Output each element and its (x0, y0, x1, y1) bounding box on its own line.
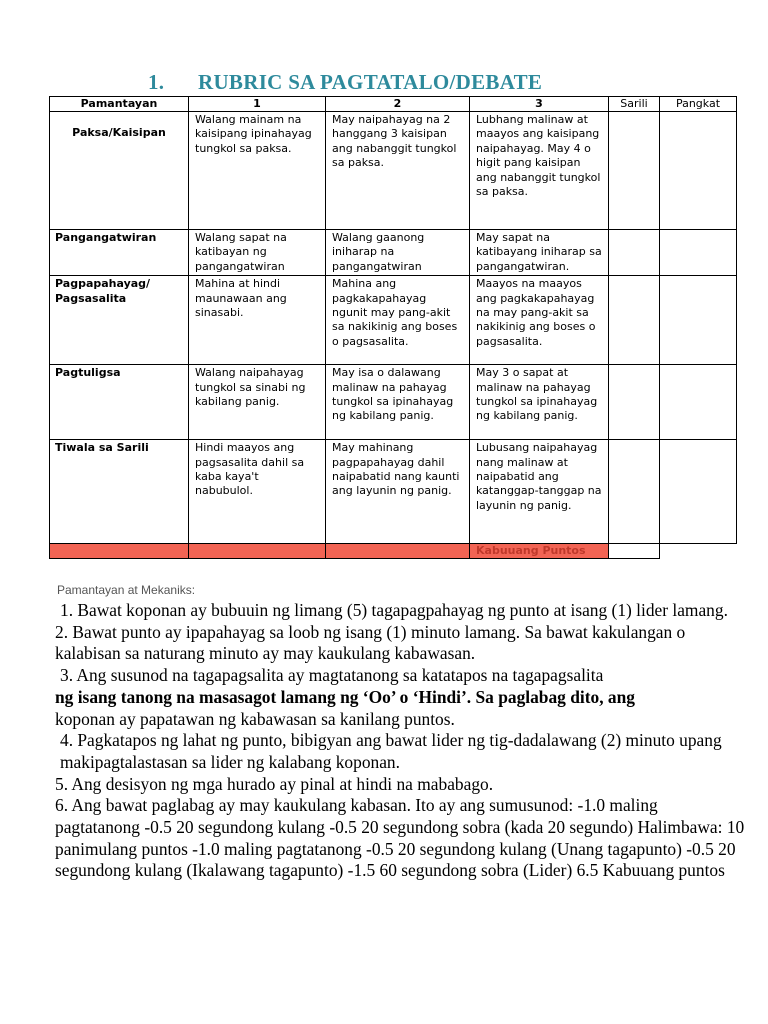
rule-3-text-bold: ng isang tanong na masasagot lamang ng ‘Oo’ o ‘Hindi’. Sa paglabag dito, ang (55, 686, 635, 707)
total-empty-cell (50, 544, 189, 559)
rules-list (55, 600, 745, 882)
table-row (50, 230, 737, 276)
sarili-cell[interactable] (609, 276, 660, 365)
score-1-cell: Mahina at hindi maunawaan ang sinasabi. (189, 276, 326, 365)
rubric-table (49, 96, 737, 559)
pangkat-cell[interactable] (660, 440, 737, 544)
rule-item (55, 730, 745, 773)
score-3-cell: Maayos na maayos ang pagkakapahayag na may pang-akit sa nakikinig ang boses o pagsasalita. (470, 276, 609, 365)
score-2-cell: May isa o dalawang malinaw na pahayag tungkol sa ipinahayag ng kabilang panig. (326, 365, 470, 440)
criterion-cell: Tiwala sa Sarili (50, 440, 189, 544)
heading-title: RUBRIC SA PAGTATALO/DEBATE (198, 70, 543, 94)
rule-2-text: 2. Bawat punto ay ipapahayag sa loob ng isang (1) minuto lamang. Sa bawat kakulangan o kalabisan sa naturang minuto ay may kaukulang kabawasan. (55, 621, 686, 664)
score-1-cell: Walang naipahayag tungkol sa sinabi ng kabilang panig. (189, 365, 326, 440)
score-3-cell: May 3 o sapat at malinaw na pahayag tungkol sa ipinahayag ng kabilang panig. (470, 365, 609, 440)
rule-item-continued (55, 709, 745, 731)
criterion-cell: Pangangatwiran (50, 230, 189, 276)
total-sarili-cell[interactable] (609, 544, 660, 559)
sarili-cell[interactable] (609, 230, 660, 276)
header-score-3: 3 (470, 97, 609, 112)
score-3-cell: Lubhang malinaw at maayos ang kaisipang naipahayag. May 4 o higit pang kaisipan ang nabanggit tungkol sa paksa. (470, 112, 609, 230)
sarili-cell[interactable] (609, 365, 660, 440)
rule-item (55, 622, 745, 665)
rules-title: Pamantayan at Mekaniks: (57, 583, 196, 597)
header-score-2: 2 (326, 97, 470, 112)
rule-5-text: 5. Ang desisyon ng mga hurado ay pinal at hindi na mababago. (55, 773, 494, 794)
rule-1-text: 1. Bawat koponan ay bubuuin ng limang (5) tagapagpahayag ng punto at isang (1) lider lamang. (60, 600, 728, 620)
pangkat-cell[interactable] (660, 230, 737, 276)
header-sarili: Sarili (609, 97, 660, 112)
pangkat-cell[interactable] (660, 276, 737, 365)
table-row (50, 365, 737, 440)
score-1-cell: Walang mainam na kaisipang ipinahayag tungkol sa paksa. (189, 112, 326, 230)
header-pamantayan: Pamantayan (50, 97, 189, 112)
table-header-row (50, 97, 737, 112)
total-empty-cell (326, 544, 470, 559)
pangkat-cell[interactable] (660, 365, 737, 440)
criterion-cell: Pagpapahayag/ Pagsasalita (50, 276, 189, 365)
rule-6-text: 6. Ang bawat paglabag ay may kaukulang kabasan. Ito ay ang sumusunod: -1.0 maling pagtatanong -0.5 20 segundong kulang -0.5 20 segundong sobra (kada 20 segundo) Halimbawa: 10 panimulang puntos -1.0 maling pagtatanong -0.5 20 segundong kulang (Unang tagapunto) -0.5 20 segundong kulang (Ikalawang tagapunto) -1.5 60 segundong sobra (Lider) 6.5 Kabuuang puntos (55, 795, 745, 881)
score-2-cell: Walang gaanong iniharap na pangangatwiran (326, 230, 470, 276)
score-2-cell: May mahinang pagpapahayag dahil naipabatid nang kaunti ang layunin ng panig. (326, 440, 470, 544)
total-pangkat-cell[interactable] (660, 544, 737, 559)
total-label: Kabuuang Puntos (470, 544, 609, 559)
table-row (50, 112, 737, 230)
rule-item (55, 774, 745, 796)
score-2-cell: May naipahayag na 2 hanggang 3 kaisipan ang nabanggit tungkol sa paksa. (326, 112, 470, 230)
score-2-cell: Mahina ang pagkakapahayag ngunit may pang-akit sa nakikinig ang boses o pagsasalita. (326, 276, 470, 365)
rule-3-text-end: koponan ay papatawan ng kabawasan sa kanilang puntos. (55, 708, 455, 729)
rule-item-continued (55, 687, 745, 709)
rule-3-text-start: 3. Ang susunod na tagapagsalita ay magtatanong sa katatapos na tagapagsalita (60, 665, 604, 686)
heading-number: 1. (148, 70, 165, 94)
rubric-heading (148, 70, 542, 95)
header-score-1: 1 (189, 97, 326, 112)
score-3-cell: Lubusang naipahayag nang malinaw at naipabatid ang katanggap-tanggap na layunin ng panig. (470, 440, 609, 544)
sarili-cell[interactable] (609, 112, 660, 230)
score-1-cell: Hindi maayos ang pagsasalita dahil sa kaba kaya't nabubulol. (189, 440, 326, 544)
table-row (50, 440, 737, 544)
score-1-cell: Walang sapat na katibayan ng pangangatwiran (189, 230, 326, 276)
criterion-cell: Paksa/Kaisipan (50, 112, 189, 230)
header-pangkat: Pangkat (660, 97, 737, 112)
rule-item (55, 795, 745, 882)
score-3-cell: May sapat na katibayang iniharap sa pangangatwiran. (470, 230, 609, 276)
rule-item (55, 665, 745, 687)
rule-item (55, 600, 745, 622)
criterion-cell: Pagtuligsa (50, 365, 189, 440)
total-row (50, 544, 737, 559)
total-empty-cell (189, 544, 326, 559)
rule-4-text: 4. Pagkatapos ng lahat ng punto, bibigyan ang bawat lider ng tig-dadalawang (2) minuto upang makipagtalastasan sa lider ng kalabang koponan. (60, 730, 722, 772)
sarili-cell[interactable] (609, 440, 660, 544)
pangkat-cell[interactable] (660, 112, 737, 230)
table-row (50, 276, 737, 365)
